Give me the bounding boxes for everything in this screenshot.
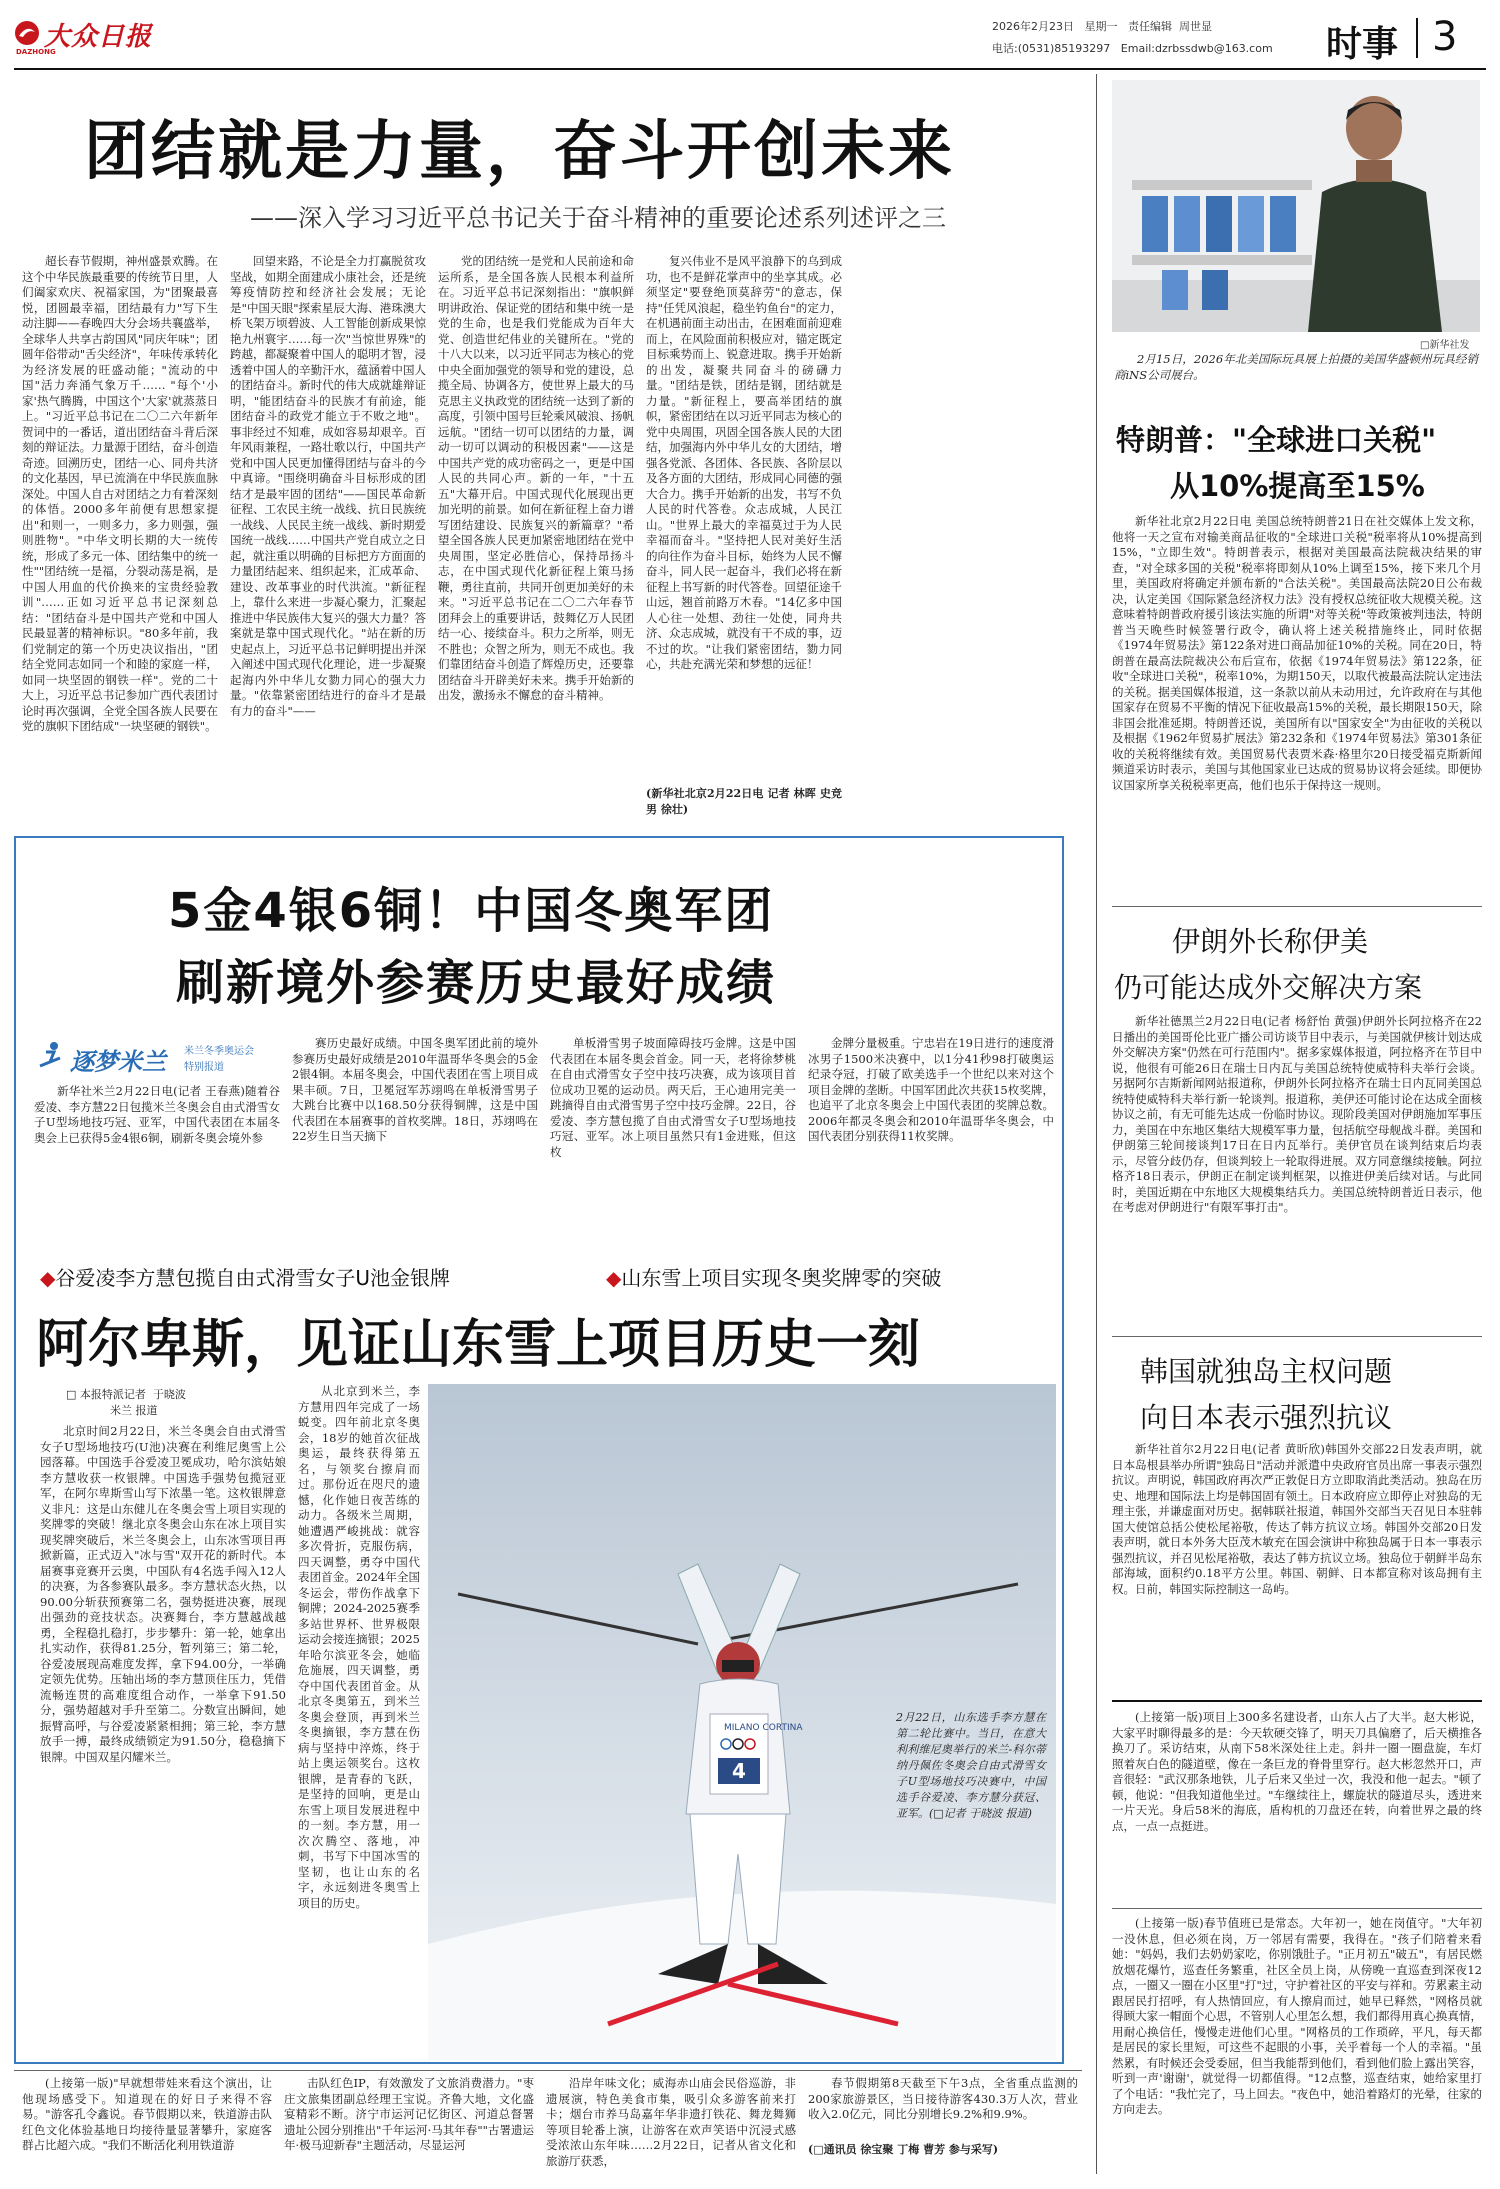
toy-fair-photo: [1112, 80, 1480, 332]
issue-meta: [992, 18, 1212, 34]
korea-headline-1: 韩国就独岛主权问题: [1140, 1355, 1393, 1388]
continuation-grid-worker: (上接第一版)春节值班已是常态。大年初一，她在岗值守。"大年初一没休息，但必须在岗，万一邻居有需要，我得在。"孩子们陪着来看她："妈妈，我们去奶奶家吃，你别饿肚子。"正月初五"破五"，有居民燃放烟花爆竹，巡查任务繁重，社区全员上岗，从傍晚一直巡查到深夜12点，一圈又一圈在小区里"打"过，守护着社区的平安与祥和。劳累素主动跟居民打招呼，有人热情回应，有人擦肩而过，她早已释然，"网格员就得顾大家一帽面个心思，不管别人心里怎么想，我们都得用真心换真情，用耐心换信任，慢慢走进他们心里。"网格员的工作琐碎，平凡，每天都是居民的家长里短，可这些不起眼的小事，关乎着每一个人的幸福。"虽然累，有时候还会受委屈，但当我能帮到他们，看到他们脸上露出笑容，听到一声'谢谢'，就觉得一切都值得。"12点整，巡查结束，她给家里打了个电话："我忙完了，马上回去。"夜色中，她沿着路灯的光晕，往家的方向走去。: [1112, 1916, 1482, 2116]
continuation-tunnel: (上接第一版)项目上300多名建设者，山东人占了大半。赵大彬说，大家平时聊得最多的是：今天软硬交锋了，明天刀具偏磨了，后天横推各换刀了。采访结束，从南下58米深处往上走。斜井一圈一圈盘旋，车灯照着灰白色的隧道壁，像在一条巨龙的脊骨里穿行。赵大彬忽然开口，声音很轻："武汉那条地铁，儿子后来又坐过一次，我没和他一起去。"顿了顿，他说："但我知道他坐过。"车继续往上，螺旋状的隧道尽头，透进来一片天光。身后58米的海底，盾构机的刀盘还在转，向着世界之最的终点，一点一点挺进。: [1112, 1710, 1482, 1833]
iran-headline-1: 伊朗外长称伊美: [1172, 925, 1369, 958]
korea-body: 新华社首尔2月22日电(记者 黄昕欣)韩国外交部22日发表声明，就日本岛根县举办所谓"独岛日"活动并派遣中央政府官员出席一事表示强烈抗议。声明说，韩国政府再次严正敦促日方立即取消此类活动。独岛在历史、地理和国际法上均是韩国固有领土。日本政府应立即停止对独岛的无理主张，并谦虚面对历史。据韩联社报道，韩国外交部当天召见日本驻韩国大使馆总括公使松尾裕敬，传达了韩方抗议立场。韩国外交部20日发表声明，就日本外务大臣茂木敏充在国会演讲中称独岛属于日本一事表示强烈抗议，并召见松尾裕敬，表达了韩方抗议立场。独岛位于朝鲜半岛东部海域，面积约0.18平方公里。韩国、朝鲜、日本都宣称对该岛拥有主权。日前，韩国实际控制这一岛屿。: [1112, 1442, 1482, 1596]
logo: [14, 16, 164, 60]
lead-column-4: 复兴伟业不是风平浪静下的乌到成功，也不是鲜花掌声中的坐享其成。必须坚定"要登绝顶莫辞劳"的意志，保持"任凭风浪起，稳坐钓鱼台"的定力，在机遇前面主动出击，在困难面前迎难而上，在风险面前积极应对，锚定既定目标乘势而上、锐意进取。携手开始新的出发，凝聚共同奋斗的磅礴力量。"团结是铁，团结是钢，团结就是力量。"新征程上，要高举团结的旗帜，紧密团结在以习近平同志为核心的党中央周围，巩固全国各族人民的大团结，加强海内外中华儿女的大团结，增强各党派、各团体、各民族、各阶层以及各方面的大团结，形成同心同德的强大合力。携手开始新的出发，书写不负人民的时代答卷。众志成城，人民江山。"世界上最大的幸福莫过于为人民幸福而奋斗。"坚持把人民对美好生活的向往作为奋斗目标，始终为人民不懈奋斗，同人民一起奋斗，我们必将在新征程上书写新的时代答卷。回望征途千山远，翘首前路万木春。"14亿多中国人心往一处想、劲往一处使，同舟共济、众志成城，就没有干不成的事，迈不过的坎。"让我们紧密团结，勠力同心，共赴充满光荣和梦想的远征！: [646, 254, 842, 671]
logo-sub: DAZHONG: [16, 48, 56, 56]
photo-caption: 2月15日，2026年北美国际玩具展上拍摄的美国华盛顿州玩具经销商iNS公司展台。: [1114, 352, 1478, 382]
skier-icon: [34, 1040, 66, 1072]
issue-date: 2026年2月23日: [992, 20, 1074, 33]
lead-column-1: 超长春节假期，神州盛景欢腾。在这个中华民族最重要的传统节日里，人们阖家欢庆、祝福家国，为"团聚最喜悦，团圆最幸福，团结最有力"写下生动注脚——春晚四大分会场共襄盛举，全球华人共享古韵国风"同庆年味"；团圆年俗带动"舌尖经济"，年味传承转化为经济发展的旺盛动能；"流动的中国"活力奔涌气象万千…… "每个'小家'热气腾腾，中国这个'大家'就蒸蒸日上。"习近平总书记在二〇二六年新年贺词中的一番话，道出团结奋斗背后深刻的辩证法。力量源于团结，奋斗创造奇迹。回溯历史，团结一心、同舟共济的文化基因，早已流淌在中华民族血脉深处。中国人自古对团结之力有着深刻的体悟。2000多年前便有思想家提出"和则一，一则多力，多力则强，强则胜物"。"中华文明长期的大一统传统，形成了多元一体、团结集中的统一性""团结统一是福，分裂动荡是祸，是中国人用血的代价换来的宝贵经验教训"……正如习近平总书记深刻总结："团结奋斗是中国共产党和中国人民最显著的精神标识。"80多年前，我们党制定的第一个历史决议指出，"团结全党同志如同一个和睦的家庭一样，如同一块坚固的钢铁一样"。党的二十大上，习近平总书记参加广西代表团讨论时再次强调，全党全国各族人民要在党的旗帜下团结成"一块坚硬的钢铁"。: [22, 254, 218, 733]
kicker-1: ◆谷爱凌李方慧包揽自由式滑雪女子U池金银牌: [40, 1266, 451, 1290]
masthead: [14, 14, 1486, 65]
issue-weekday: 星期一: [1084, 20, 1118, 33]
olympics-column-2: 赛历史最好成绩。中国冬奥军团此前的境外参赛历史最好成绩是2010年温哥华冬奥会的5金2银4铜。本届冬奥会，中国代表团在雪上项目成果丰硕。7日，卫冕冠军苏翊鸣在单板滑雪男子大跳台比赛中以168.50分获得铜牌，这是中国代表团在本届赛事的首枚奖牌。18日，苏翊鸣在22岁生日当天摘下: [292, 1036, 538, 1143]
olympics-headline-1: 5金4银6铜！中国冬奥军团: [168, 883, 775, 939]
aerbeisi-column-1: 北京时间2月22日，米兰冬奥会自由式滑雪女子U型场地技巧(U池)决赛在利维尼奥雪上公园落幕。中国选手谷爱凌卫冕成功，哈尔滨姑娘李方慧收获一枚银牌。中国选手强势包揽冠亚军，在阿尔卑斯雪山写下浓墨一笔。这枚银牌意义非凡：这是山东健儿在冬奥会雪上项目实现的奖牌零的突破！继北京冬奥会山东在冰上项目实现奖牌突破后，米兰冬奥会上，山东冰雪项目再掀新篇，正式迈入"冰与雪"双开花的新时代。本届赛事竞赛开云奥，中国队有4名选手闯入12人的决赛，为各参赛队最多。李方慧状态火热，以90.00分斩获预赛第二名，强势挺进决赛，展现出强劲的竞技状态。决赛舞台，李方慧越战越勇，全程稳扎稳打，步步攀升：第一轮，她拿出扎实动作，获得81.25分，暂列第三；第二轮，谷爱凌展现高难度发挥，拿下94.00分，一举确定领先优势。压轴出场的李方慧顶住压力，凭借流畅连贯的高难度组合动作，一举拿下91.50分，强势超越对手升至第二。分数宣出瞬间，她振臂高呼，与谷爱凌紧紧相拥；第三轮，李方慧放手一搏，最终成绩锁定为91.50分，稳稳摘下银牌。中国双星闪耀米兰。: [40, 1424, 286, 1764]
logo-emblem-icon: [14, 20, 40, 46]
lead-column-2: 回望来路，不论是全力打赢脱贫攻坚战，如期全面建成小康社会，还是统筹疫情防控和经济社会发展；无论是"中国天眼"探索星辰大海、港珠澳大桥飞架万顷碧波、人工智能创新成果惊艳九州寰宇……每一次"当惊世界殊"的跨越，都凝聚着中国人的聪明才智，浸透着中国人的辛勤汗水，蕴涵着中国人的团结奋斗。新时代的伟大成就雄辩证明，"能团结奋斗的民族才有前途，能团结奋斗的政党才能立于不败之地"。事非经过不知难，成如容易却艰辛。百年风雨兼程，一路壮歌以行，中国共产党和中国人民更加懂得团结与奋斗的今中真谛。"围绕明确奋斗目标形成的团结才是最牢固的团结"——国民革命新征程、工农民主统一战线、抗日民族统一战线、人民民主统一战线、新时期爱国统一战线……中国共产党自成立之日起，就注重以明确的目标把方方面面的力量团结起来、组织起来，汇成革命、建设、改革事业的时代洪流。"新征程上，靠什么来进一步凝心聚力，汇聚起推进中华民族伟大复兴的强大力量？答案就是靠中国式现代化。"站在新的历史起点上，习近平总书记鲜明提出并深入阐述中国式现代化理论，进一步凝聚起海内外中华儿女勠力同心的强大力量。"依靠紧密团结进行的奋斗才是最有力的奋斗"——: [230, 254, 426, 718]
editor-name: 周世显: [1179, 20, 1212, 33]
section-name: 时事: [1326, 24, 1399, 65]
iran-divider: [1112, 1336, 1482, 1337]
korea-divider: [1112, 1700, 1482, 1702]
skier-photo-caption: 2月22日，山东选手李方慧在第二轮比赛中。当日，在意大利利维尼奥举行的米兰-科尔蒂纳丹佩佐冬奥会自由式滑雪女子U型场地技巧决赛中，中国选手谷爱凌、李方慧分获冠、亚军。(□记者 于晓波 报道): [896, 1711, 1046, 1820]
olympics-column-1: 新华社米兰2月22日电(记者 王春燕)随着谷爱凌、李方慧22日包揽米兰冬奥会自由式滑雪女子U型场地技巧冠、亚军，中国代表团在本届冬奥会上已获得5金4银6铜，刷新冬奥会境外参: [34, 1084, 280, 1145]
trump-headline-2: 从10%提高至15%: [1170, 469, 1425, 503]
olympics-special-tag: [34, 1036, 280, 1080]
email: Email:dzrbssdwb@163.com: [1120, 42, 1273, 55]
trump-divider: [1112, 906, 1482, 907]
contact-line: [992, 40, 1273, 56]
bib-number: 4: [732, 1759, 746, 1783]
bottom-divider: [14, 2070, 1082, 2071]
lead-byline: (新华社北京2月22日电 记者 林晖 史竞男 徐壮): [646, 787, 842, 816]
diamond-icon: ◆: [40, 1266, 56, 1290]
page-number: 3: [1432, 14, 1458, 60]
iran-headline-2: 仍可能达成外交解决方案: [1114, 971, 1423, 1004]
lead-headline: 团结就是力量，奋斗开创未来: [84, 115, 955, 189]
olympics-headline-2: 刷新境外参赛历史最好成绩: [176, 955, 777, 1011]
olympics-tag-sub-2: 特别报道: [184, 1062, 224, 1073]
logo-text: 大众日报: [44, 22, 153, 52]
svg-text:MILANO CORTINA: MILANO CORTINA: [724, 1723, 803, 1733]
bottom-byline: (□通讯员 徐宝聚 丁梅 曹芳 参与采写): [808, 2143, 999, 2156]
lead-column-3: 党的团结统一是党和人民前途和命运所系，是全国各族人民根本利益所在。习近平总书记深刻指出："旗帜鲜明讲政治、保证党的团结和集中统一是党的生命，也是我们党能成为百年大党、创造世纪伟业的关键所在。"党的十八大以来，以习近平同志为核心的党中央全面加强党的领导和党的建设，总揽全局、协调各方，使世界上最大的马克思主义执政党的团结统一达到了新的高度，引领中国号巨轮乘风破浪、扬帆远航。"团结一切可以团结的力量，调动一切可以调动的积极因素"——这是中国共产党的成功密码之一，更是中国人民的共同心声。新的一年，"十五五"大幕开启。中国式现代化展现出更加光明的前景。如何在新征程上奋力谱写团结建设、民族复兴的新篇章？"希望全国各族人民更加紧密地团结在党中央周围，坚定必胜信心，保持昂扬斗志，在中国式现代化新征程上策马扬鞭，勇往直前，共同开创更加美好的未来。"习近平总书记在二〇二六年春节团拜会上的重要讲话，鼓舞亿万人民团结一心、接续奋斗。积力之所举，则无不胜也；众智之所为，则无不成也。我们靠团结奋斗创造了辉煌历史，还要靠团结奋斗开辟美好未来。携手开始新的出发，激扬永不懈怠的奋斗精神。: [438, 254, 634, 702]
korea-headline-2: 向日本表示强烈抗议: [1140, 1401, 1393, 1434]
editor-label: 责任编辑: [1128, 20, 1172, 33]
lead-subtitle: ——深入学习习近平总书记关于奋斗精神的重要论述系列述评之三: [250, 204, 946, 232]
masthead-rule: [14, 68, 1486, 70]
iran-body: 新华社德黑兰2月22日电(记者 杨舒怡 黄强)伊朗外长阿拉格齐在22日播出的美国哥伦比亚广播公司访谈节目中表示，与美国就伊核计划达成外交解决方案"仍然在可行范围内"。据多家媒体报道，阿拉格齐在节目中说，他很有可能26日在瑞士日内瓦与美国总统特使威特科夫举行会谈。另据阿尔吉斯新闻网站报道称，伊朗外长阿拉格齐在瑞士日内瓦同美国总统特使威特科夫举行新一轮谈判。报道称，美伊还可能讨论在达成全面核协议之前，有无可能先达成一份临时协议。现阶段美国对伊朗施加军事压力，美国在中东地区集结大规模军事力量，包括航空母舰战斗群。美国和伊朗第三轮间接谈判17日在日内瓦举行。美伊官员在谈判结束后均表示，尽管分歧仍存，但谈判较上一轮取得进展。双方同意继续接触。阿拉格齐18日表示，伊朗正在制定谈判框架，以推进伊美后续对话。与此同时，美国近期在中东地区大规模集结兵力。美国总统特朗普近日表示，他在考虑对伊朗进行"有限军事打击"。: [1112, 1014, 1482, 1214]
kicker-2: ◆山东雪上项目实现冬奥奖牌零的突破: [606, 1266, 942, 1290]
diamond-icon: ◆: [606, 1266, 622, 1290]
bottom-column-1: (上接第一版)"早就想带娃来看这个演出，让他现场感受下。知道现在的好日子来得不容易。"游客孔令鑫说。春节假期以来，铁道游击队红色文化体验基地日均接待量显著攀升，家庭客群占比超六成。"我们不断活化利用铁道游: [22, 2076, 272, 2152]
olympics-tag-sub-1: 米兰冬季奥运会: [184, 1046, 254, 1057]
square-icon: □: [66, 1388, 77, 1401]
bottom-column-2: 击队红色IP，有效激发了文旅消费潜力。"枣庄文旅集团副总经理王宝说。齐鲁大地，文化盛宴精彩不断。济宁市运河记忆街区、河道总督署遗址公园分别推出"千年运河·马其年春""古署遗运年·极马迎新春"主题活动，尽显运河: [284, 2076, 534, 2152]
olympics-tag-main: 逐梦米兰: [70, 1047, 166, 1076]
reporter-line-2: 米兰 报道: [110, 1404, 158, 1417]
olympics-column-4: 金牌分量极重。宁忠岩在19日进行的速度滑冰男子1500米决赛中，以1分41秒98打破奥运纪录夺冠，打破了欧美选手一个世纪以来对这个项目金牌的垄断。中国军团此次共获15枚奖牌，也追平了北京冬奥会上中国代表团的奖牌总数。2006年都灵冬奥会和2010年温哥华冬奥会，中国代表团分别获得11枚奖牌。: [808, 1036, 1054, 1143]
continuation-divider: [1112, 1908, 1482, 1909]
section-divider: [1416, 18, 1418, 58]
aerbeisi-headline: 阿尔卑斯，见证山东雪上项目历史一刻: [36, 1315, 921, 1375]
trump-headline-1: 特朗普："全球进口关税": [1116, 423, 1437, 457]
reporter-line-1: □ 本报特派记者 于晓波: [66, 1388, 186, 1401]
photo-credit: □新华社发: [1420, 340, 1470, 351]
right-column-rule: [1096, 74, 1097, 2174]
trump-body: 新华社北京2月22日电 美国总统特朗普21日在社交媒体上发文称，他将一天之宣布对输美商品征收的"全球进口关税"税率将从10%提高到15%，"立即生效"。特朗普表示，根据对美国最高法院裁决结果的审查，"对全球多国的关税"税率将即刻从10%上调至15%，接下来几个月里，美国政府将确定并颁布新的"合法关税"。美国最高法院20日公布裁决，认定美国《国际紧急经济权力法》没有授权总统征收大规模关税。这意味着特朗普政府援引该法实施的所谓"对等关税"等政策被判违法，特朗普当天晚些时候签署行政令，确认将上述关税措施终止，同时依据《1974年贸易法》第122条对进口商品加征10%的关税。同在20日，特朗普在最高法院裁决公布后宣布，依据《1974年贸易法》第122条，征收"全球进口关税"，税率10%，为期150天，以取代被最高法院认定违法的关税。据美国媒体报道，这一条款以前从未动用过，允许政府在与其他国家存在贸易不平衡的情况下征收最高15%的关税，最长期限150天，除非国会批准延期。特朗普还说，美国所有以"国家安全"为由征收的关税以及根据《1962年贸易扩展法》第232条和《1974年贸易法》第301条征收的关税将继续有效。美国贸易代表贾米森·格里尔20日接受福克斯新闻频道采访时表示，美国与其他国家业已达成的贸易协议将会延续。即便协议国家所享关税税率更高，他们也乐于保持这一规则。: [1112, 514, 1482, 792]
aerbeisi-column-2: 从北京到米兰，李方慧用四年完成了一场蜕变。四年前北京冬奥会，18岁的她首次征战奥运，最终获得第五名，与领奖台擦肩而过。那份近在咫尺的遗憾，化作她日夜苦练的动力。各级米兰周期，她遭遇严峻挑战：就容多次骨折，克服伤病，四天调整，勇夺中国代表团首金。2024年全国冬运会，带伤作战拿下铜牌；2024-2025赛季多站世界杯、世界极限运动会接连摘银；2025年哈尔滨亚冬会，她临危施展，四天调整，勇夺中国代表团首金。从北京冬奥第五，到米兰冬奥会登顶，再到米兰冬奥摘银，李方慧在伤病与坚持中淬炼，终于站上奥运领奖台。这枚银牌，是青春的飞跃，是坚持的回响，更是山东雪上项目发展进程中的一刻。李方慧，用一次次腾空、落地，冲刺，书写下中国冰雪的坚韧，也让山东的名字，永远刻进冬奥雪上项目的历史。: [298, 1384, 420, 1910]
toy-fair-photo-drawing: [1112, 80, 1480, 332]
bottom-column-4: 春节假期第8天截至下午3点，全省重点监测的200家旅游景区，当日接待游客430.3万人次，营业收入2.0亿元，同比分别增长9.2%和9.9%。: [808, 2076, 1078, 2121]
olympics-column-3: 单板滑雪男子坡面障碍技巧金牌。这是中国代表团在本届冬奥会首金。同一天，老将徐梦桃在自由式滑雪女子空中技巧决赛，成为该项目首位成功卫冕的运动员。两天后，王心迪用完美一跳摘得自由式滑雪男子空中技巧金牌。22日，谷爱凌、李方慧包揽了自由式滑雪女子U型场地技巧冠、亚军。冰上项目虽然只有1金进账，但这枚: [550, 1036, 796, 1159]
bottom-column-3: 沿岸年味文化；威海赤山庙会民俗巡游，非遗展演，特色美食市集，吸引众多游客前来打卡；烟台市养马岛嘉年华非遗打铁花、舞龙舞狮等项目轮番上演，让游客在欢声笑语中沉浸式感受浓浓山东年味……2月22日，记者从省文化和旅游厅获悉，: [546, 2076, 796, 2168]
phone: 电话:(0531)85193297: [992, 42, 1111, 55]
